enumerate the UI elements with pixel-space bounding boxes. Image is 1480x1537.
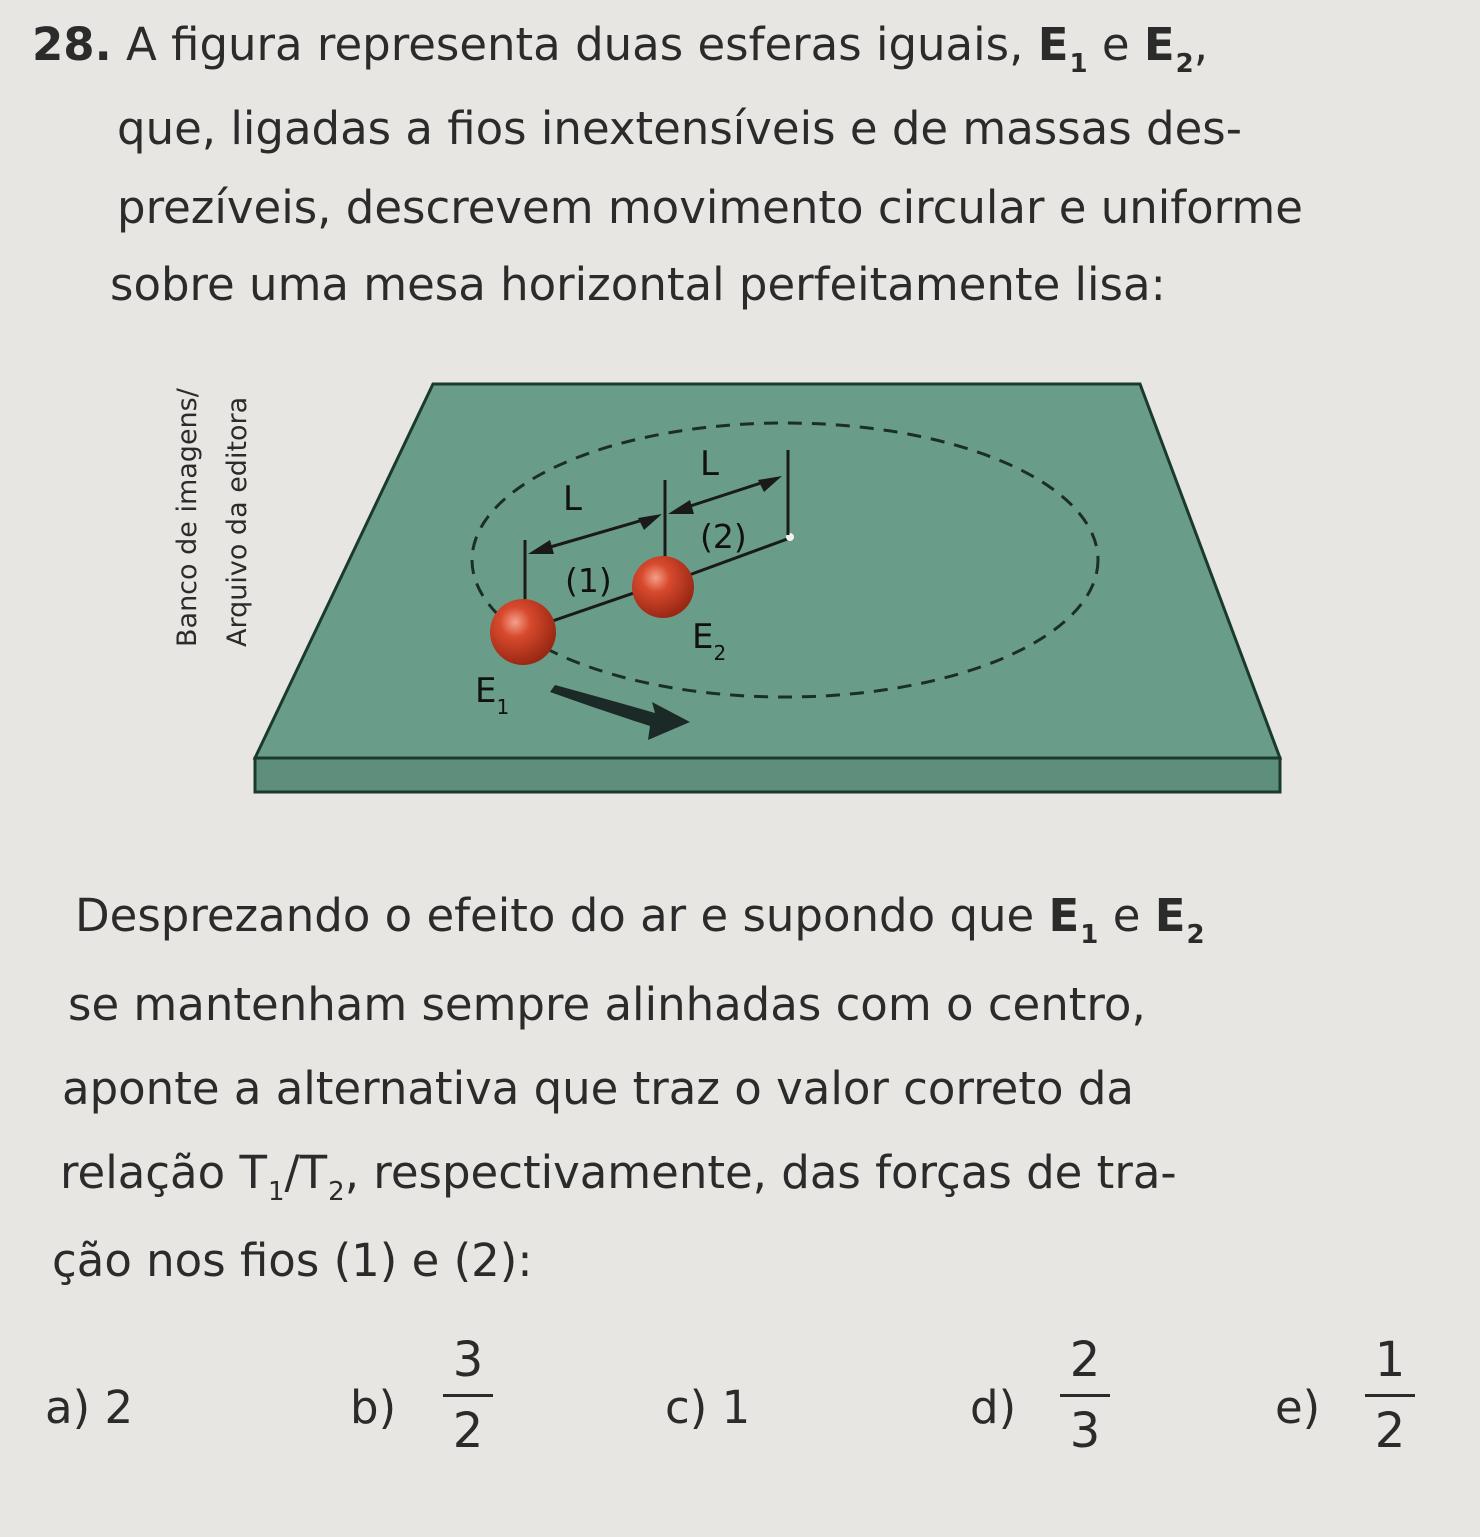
table-top xyxy=(255,384,1280,758)
label-string-1: (1) xyxy=(565,561,612,600)
option-e-denominator: 2 xyxy=(1374,1403,1406,1459)
fraction-bar xyxy=(1365,1394,1415,1397)
symbol-e1: $E_1$ xyxy=(1037,18,1088,79)
conj-e: e xyxy=(1101,18,1130,71)
credit-line-2: Arquivo da editora xyxy=(222,396,253,647)
option-b-letter: b) xyxy=(350,1381,397,1434)
option-e-letter: e) xyxy=(1275,1381,1321,1434)
body-line-2: se mantenham sempre alinhadas com o centro, xyxy=(68,978,1146,1031)
body-line-4 xyxy=(60,1146,1177,1207)
fraction-bar xyxy=(443,1394,493,1397)
intro-line-1: A figura representa duas esferas iguais, xyxy=(126,18,1024,71)
label-l-upper: L xyxy=(700,444,719,484)
body-line-5: ção nos fios (1) e (2): xyxy=(52,1234,533,1287)
option-e[interactable] xyxy=(1275,1381,1321,1434)
body-symbol-e2: $E_2$ xyxy=(1154,889,1205,950)
option-c-value: 1 xyxy=(721,1381,751,1434)
ratio-t1-t2: $T_1/T_2$ xyxy=(239,1146,345,1207)
option-b-denominator: 2 xyxy=(452,1403,484,1459)
physics-figure xyxy=(250,370,1290,800)
label-e2: $E_2$ xyxy=(692,617,727,665)
option-a-letter: a) xyxy=(45,1381,91,1434)
body-line-1 xyxy=(75,889,1205,950)
table-edge xyxy=(255,758,1280,792)
question-number: 28. xyxy=(32,18,112,71)
label-l-lower: L xyxy=(563,479,582,519)
option-d-letter: d) xyxy=(970,1381,1017,1434)
option-d-fraction xyxy=(1060,1332,1110,1459)
intro-line-3: prezíveis, descrevem movimento circular e uniforme xyxy=(117,181,1303,234)
option-d[interactable] xyxy=(970,1381,1017,1434)
credit-line-1: Banco de imagens/ xyxy=(172,388,203,647)
option-b-fraction xyxy=(443,1332,493,1459)
rel-suffix: , respectivamente, das forças de tra- xyxy=(344,1146,1177,1199)
label-string-2: (2) xyxy=(700,517,747,556)
option-e-numerator: 1 xyxy=(1374,1332,1406,1388)
question-line-1 xyxy=(32,18,1208,79)
body-line-3: aponte a alternativa que traz o valor correto da xyxy=(62,1062,1134,1115)
rel-prefix: relação xyxy=(60,1146,226,1199)
sphere-e1 xyxy=(490,599,556,665)
label-e1: $E_1$ xyxy=(475,671,510,719)
body-line-1-text: Desprezando o efeito do ar e supondo que xyxy=(75,889,1035,942)
option-c[interactable] xyxy=(665,1381,751,1434)
symbol-e2: $E_2$ xyxy=(1143,18,1194,79)
option-a[interactable] xyxy=(45,1381,134,1434)
intro-line-4: sobre uma mesa horizontal perfeitamente lisa: xyxy=(110,258,1166,311)
option-b[interactable] xyxy=(350,1381,397,1434)
fraction-bar xyxy=(1060,1394,1110,1397)
body-conj-e: e xyxy=(1112,889,1141,942)
comma: , xyxy=(1193,18,1208,71)
option-a-value: 2 xyxy=(104,1381,134,1434)
option-e-fraction xyxy=(1365,1332,1415,1459)
intro-line-2: que, ligadas a fios inextensíveis e de massas des- xyxy=(117,102,1242,155)
option-b-numerator: 3 xyxy=(452,1332,484,1388)
body-symbol-e1: $E_1$ xyxy=(1048,889,1099,950)
option-d-numerator: 2 xyxy=(1069,1332,1101,1388)
option-c-letter: c) xyxy=(665,1381,708,1434)
option-d-denominator: 3 xyxy=(1069,1403,1101,1459)
sphere-e2 xyxy=(632,556,694,618)
